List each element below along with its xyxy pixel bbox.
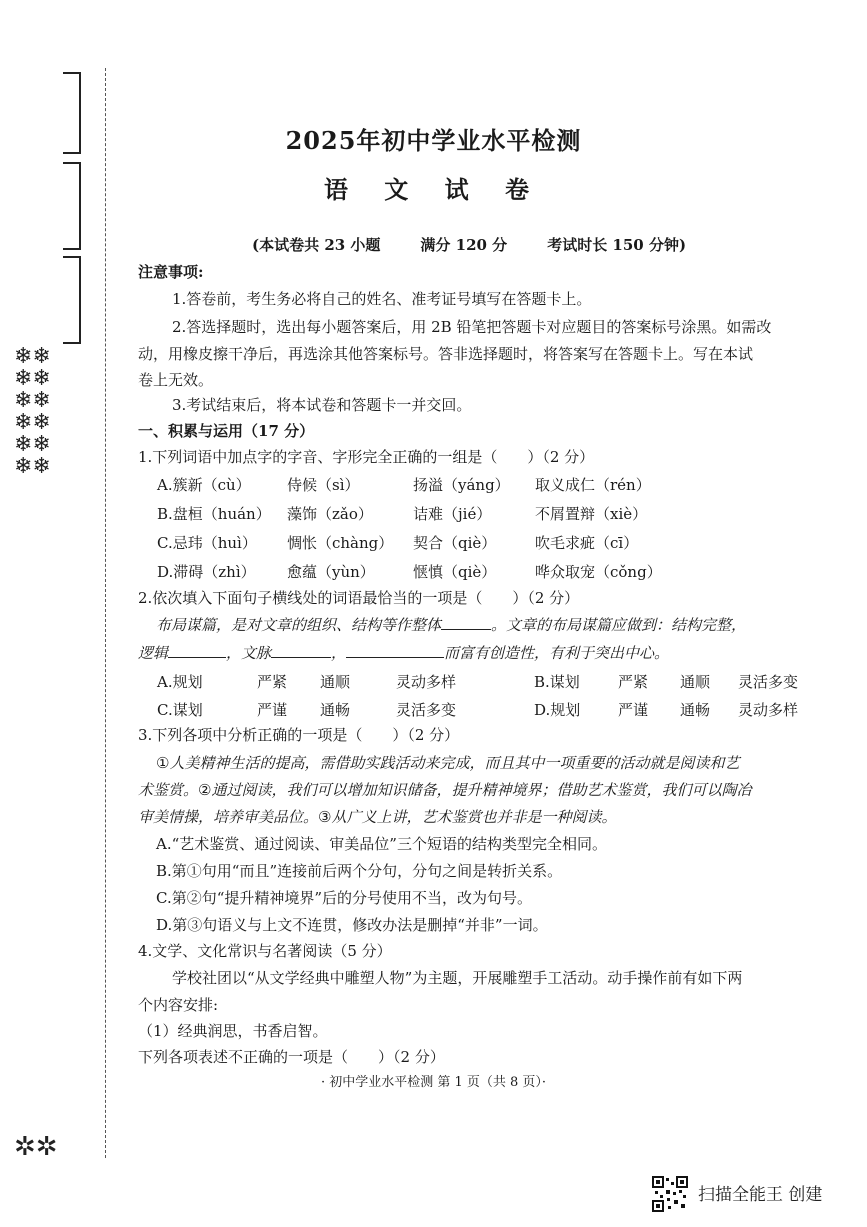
page-footer: · 初中学业水平检测 第 1 页（共 8 页）·	[320, 1075, 547, 1090]
notice-item: 卷上无效。	[138, 371, 214, 389]
option-word: 侍候（sì）	[287, 476, 360, 494]
option-text: B.第①句用“而且”连接前后两个分句，分句之间是转折关系。	[156, 862, 563, 880]
scanner-watermark: 扫描全能王 创建	[698, 1185, 823, 1205]
option-word: 取义成仁（rén）	[535, 476, 651, 494]
option-word: 诘难（jié）	[413, 505, 492, 523]
option-word: 惬慎（qiè）	[413, 563, 497, 581]
option-word: 扬溢（yáng）	[413, 476, 510, 494]
snowflake-icon: ✲✲	[14, 1132, 58, 1162]
option-word: 通顺	[680, 673, 711, 691]
option-word: 愈蕴（yùn）	[287, 563, 375, 581]
option-word: 通顺	[320, 673, 351, 691]
notice-heading: 注意事项:	[138, 263, 204, 281]
exam-subject: 语 文 试 卷	[323, 175, 544, 204]
option-word: 严谨	[618, 701, 649, 719]
q4-subquestion: （1）经典润思，书香启智。	[138, 1022, 328, 1040]
option-word: 灵动多样	[396, 673, 457, 691]
option-text: A.“艺术鉴赏、通过阅读、审美品位”三个短语的结构类型完全相同。	[156, 835, 607, 853]
q2-passage-line: 布局谋篇，是对文章的组织、结构等作整体 。文章的布局谋篇应做到：结构完整，	[156, 616, 747, 634]
option-word: 灵活多变	[396, 701, 457, 719]
option-word: 惆怅（chàng）	[287, 534, 394, 552]
option-word: B.盘桓（huán）	[157, 505, 271, 523]
option-text: C.第②句“提升精神境界”后的分号使用不当，改为句号。	[156, 889, 533, 907]
question-stem: 1.下列词语中加点字的字音、字形完全正确的一组是（ ）（2 分）	[138, 448, 595, 466]
option-word: C.忌玮（huì）	[157, 534, 257, 552]
exam-info	[252, 234, 686, 255]
option-word: D.滞碍（zhì）	[157, 563, 256, 581]
q3-passage-line: 审美情操，培养审美品位。③从广义上讲，艺术鉴赏也并非是一种阅读。	[138, 808, 617, 826]
option-word: 严谨	[257, 701, 288, 719]
option-word: A.规划	[157, 673, 203, 691]
option-word: 不屑置辩（xiè）	[535, 505, 648, 523]
option-word: 灵动多样	[738, 701, 799, 719]
answer-blank	[346, 643, 444, 658]
notice-item: 3.考试结束后，将本试卷和答题卡一并交回。	[172, 396, 472, 414]
option-word: 吹毛求疵（cī）	[535, 534, 639, 552]
question-stem: 2.依次填入下面句子横线处的词语最恰当的一项是（ ）（2 分）	[138, 589, 580, 607]
q4-intro: 学校社团以“从文学经典中雕塑人物”为主题，开展雕塑手工活动。动手操作前有如下两	[172, 969, 743, 987]
notice-item: 1.答卷前，考生务必将自己的姓名、准考证号填写在答题卡上。	[172, 290, 592, 308]
option-word: 通畅	[320, 701, 351, 719]
answer-blank	[168, 643, 226, 658]
option-text: D.第③句语义与上文不连贯，修改办法是删掉“并非”一词。	[156, 916, 548, 934]
qr-code-icon	[652, 1176, 688, 1212]
notice-item: 动，用橡皮擦干净后，再选涂其他答案标号。答非选择题时，将答案写在答题卡上。写在本试	[138, 345, 754, 363]
q4-intro: 个内容安排:	[138, 996, 219, 1014]
snowflake-decoration-icon: ❄❄ ❄❄ ❄❄ ❄❄ ❄❄ ❄❄	[14, 344, 51, 479]
option-word: D.规划	[534, 701, 581, 719]
option-word: 严紧	[257, 673, 288, 691]
option-word: 哗众取宠（cǒng）	[535, 563, 662, 581]
option-word: C.谋划	[157, 701, 203, 719]
option-word: 通畅	[680, 701, 711, 719]
answer-blank	[441, 615, 491, 630]
answer-blank	[271, 643, 331, 658]
option-word: A.簇新（cù）	[157, 476, 251, 494]
option-word: 严紧	[618, 673, 649, 691]
q4-subquestion-stem: 下列各项表述不正确的一项是（ ）（2 分）	[138, 1048, 445, 1066]
cut-line	[105, 68, 106, 1158]
option-word: 灵活多变	[738, 673, 799, 691]
q3-passage-line: 术鉴赏。②通过阅读，我们可以增加知识储备，提升精神境界；借助艺术鉴赏，我们可以陶冶	[138, 781, 752, 799]
question-stem: 4.文学、文化常识与名著阅读（5 分）	[138, 942, 392, 960]
full-score: 满分 120 分	[420, 236, 508, 254]
section-heading: 一、积累与运用（17 分）	[138, 422, 315, 440]
question-stem: 3.下列各项中分析正确的一项是（ ）（2 分）	[138, 726, 460, 744]
q2-passage-line: 逻辑 ，文脉 ， 而富有创造性，有利于突出中心。	[138, 644, 670, 662]
option-word: 契合（qiè）	[413, 534, 497, 552]
option-word: B.谋划	[534, 673, 580, 691]
exam-duration: 考试时长 150 分钟)	[547, 236, 687, 254]
question-count: (本试卷共 23 小题	[252, 236, 381, 254]
notice-item: 2.答选择题时，选出每小题答案后，用 2B 铅笔把答题卡对应题目的答案标号涂黑。如需改	[172, 318, 772, 336]
option-word: 藻饰（zǎo）	[287, 505, 373, 523]
exam-title: 2025年初中学业水平检测	[285, 126, 582, 155]
binding-field-box	[63, 256, 81, 344]
q3-passage-line: ①人美精神生活的提高，需借助实践活动来完成，而且其中一项重要的活动就是阅读和艺	[156, 754, 740, 772]
